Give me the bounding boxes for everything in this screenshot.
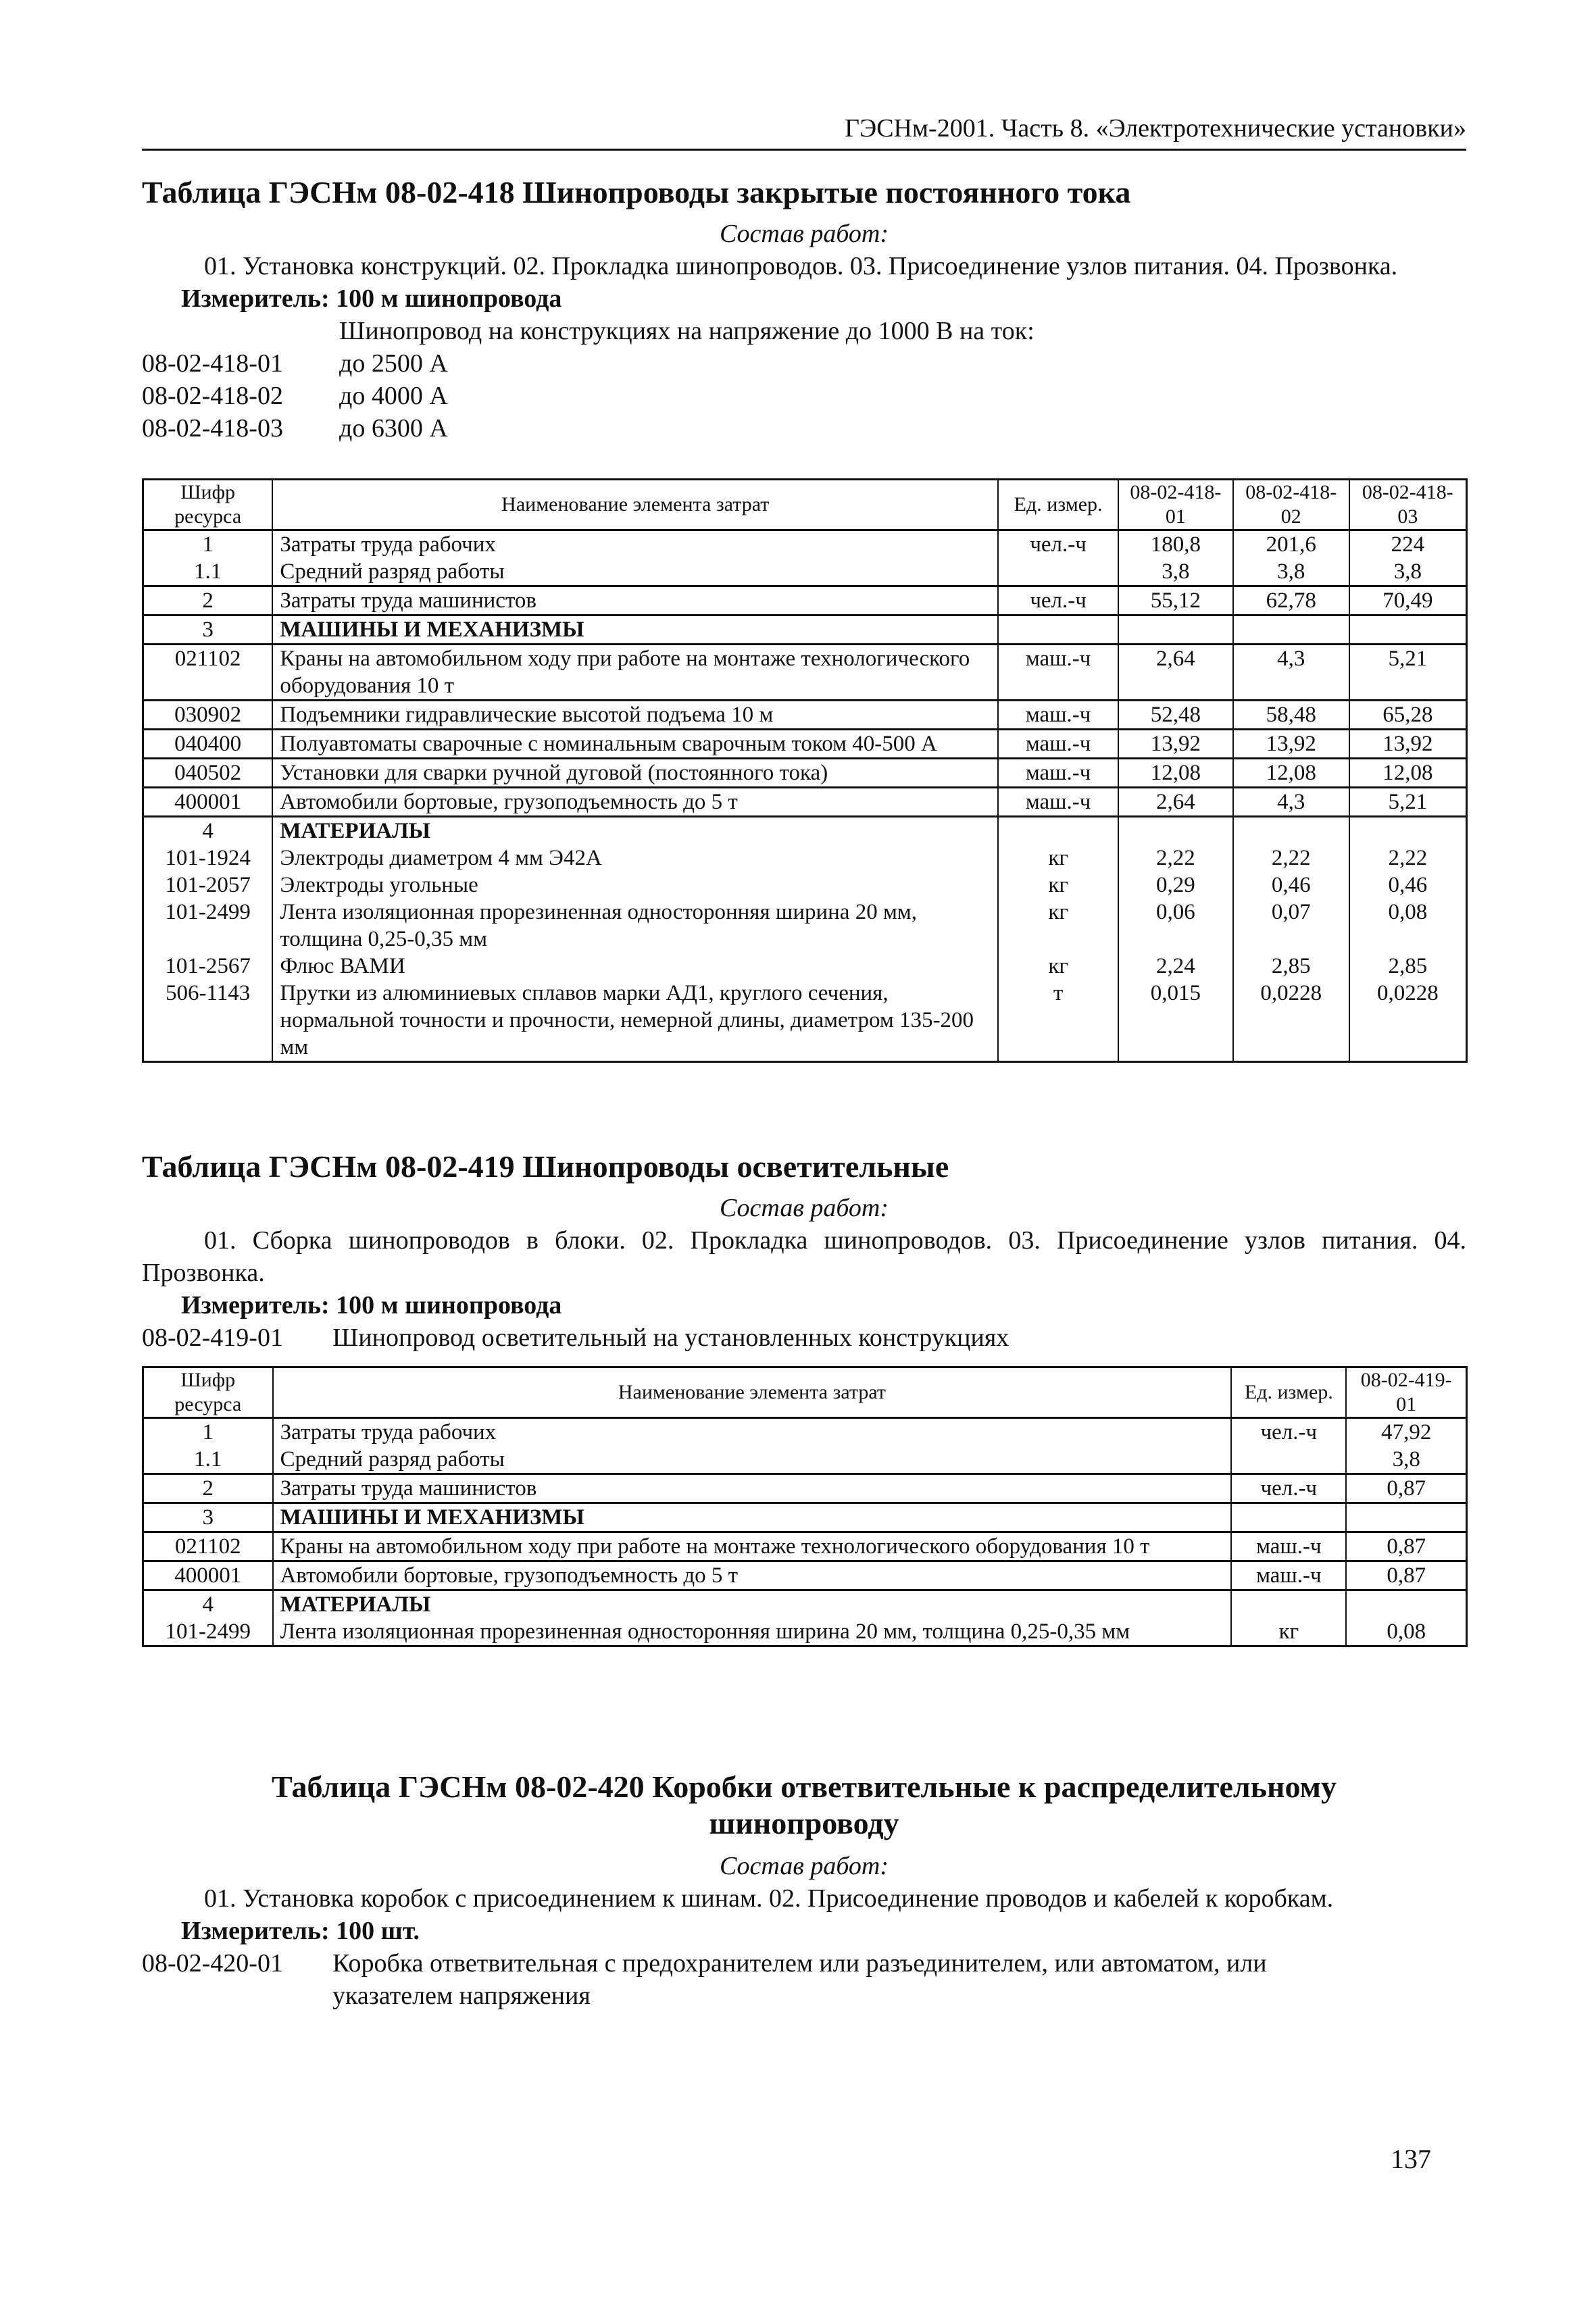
unit-cell: маш.-ч — [998, 788, 1118, 817]
value-cell-3 — [1349, 817, 1467, 845]
table-row — [143, 1503, 1467, 1532]
resource-name: Средний разряд работы — [272, 558, 998, 586]
resource-name: Автомобили бортовые, грузоподъемность до 5 т — [272, 788, 998, 817]
norm-text: Шинопровод осветительный на установленных конструкциях — [332, 1324, 1009, 1352]
unit-cell: чел.-ч — [998, 530, 1118, 559]
resource-code: 101-2499 — [143, 1618, 273, 1646]
table-row — [143, 1618, 1467, 1646]
value-cell-2: 2,85 — [1233, 953, 1349, 980]
table-row — [143, 953, 1467, 980]
table-row — [143, 558, 1467, 586]
resource-code: 3 — [143, 1503, 273, 1532]
sostav-label: Состав работ: — [719, 220, 889, 248]
works-text: 01. Сборка шинопроводов в блоки. 02. Прокладка шинопроводов. 03. Присоединение узлов питания. 04. Прозвонка. — [142, 1226, 1466, 1287]
value-cell-1 — [1346, 1503, 1466, 1532]
norm-item — [142, 412, 1466, 445]
header-code: Шифр ресурса — [143, 480, 273, 530]
value-cell-2: 0,46 — [1233, 872, 1349, 899]
resource-name: Флюс ВАМИ — [272, 953, 998, 980]
value-cell-1: 0,87 — [1346, 1474, 1466, 1503]
table-row — [143, 788, 1467, 817]
resource-code: 101-1924 — [143, 845, 273, 872]
norm-code: 08-02-418-01 — [142, 349, 283, 378]
resource-code: 400001 — [143, 788, 273, 817]
table-row — [143, 645, 1467, 701]
header-unit: Ед. измер. — [998, 480, 1118, 530]
resource-name: Затраты труда рабочих — [273, 1418, 1232, 1447]
value-cell-2: 2,22 — [1233, 845, 1349, 872]
unit-cell: кг — [1231, 1618, 1346, 1646]
resource-code: 021102 — [143, 1532, 273, 1561]
value-cell-3: 13,92 — [1349, 730, 1467, 759]
value-cell-1: 2,64 — [1118, 645, 1233, 701]
value-cell-1: 47,92 — [1346, 1418, 1466, 1447]
resource-code: 2 — [143, 1474, 273, 1503]
resource-name: МАТЕРИАЛЫ — [273, 1590, 1232, 1619]
unit-cell — [998, 615, 1118, 645]
unit-cell: маш.-ч — [998, 759, 1118, 788]
value-cell-1: 0,015 — [1118, 980, 1233, 1062]
unit-cell — [1231, 1503, 1346, 1532]
resource-code: 040400 — [143, 730, 273, 759]
resource-name: Прутки из алюминиевых сплавов марки АД1, круглого сечения, нормальной точности и прочности, немерной длины, диаметром 135-200 мм — [272, 980, 998, 1062]
value-cell-3: 0,08 — [1349, 899, 1467, 953]
unit-cell: маш.-ч — [998, 701, 1118, 730]
resource-name: Затраты труда машинистов — [273, 1474, 1232, 1503]
measure-label: Измеритель: 100 шт. — [181, 1917, 420, 1945]
table-row — [143, 872, 1467, 899]
section-420 — [142, 1769, 1466, 2012]
value-cell-3: 0,0228 — [1349, 980, 1467, 1062]
value-cell-2: 62,78 — [1233, 586, 1349, 615]
header-code: Шифр ресурса — [143, 1367, 273, 1418]
value-cell-3: 70,49 — [1349, 586, 1467, 615]
unit-cell: кг — [998, 953, 1118, 980]
value-cell-1: 12,08 — [1118, 759, 1233, 788]
norm-item — [142, 380, 1466, 412]
resource-name: Автомобили бортовые, грузоподъемность до 5 т — [273, 1561, 1232, 1590]
resource-name: Установки для сварки ручной дуговой (постоянного тока) — [272, 759, 998, 788]
section-419 — [142, 1149, 1466, 1354]
table-row — [143, 1561, 1467, 1590]
resource-code: 4 — [143, 1590, 273, 1619]
resource-name: Лента изоляционная прорезиненная односторонняя ширина 20 мм, толщина 0,25-0,35 мм — [273, 1618, 1232, 1646]
unit-cell — [998, 558, 1118, 586]
resource-code: 400001 — [143, 1561, 273, 1590]
value-cell-1: 52,48 — [1118, 701, 1233, 730]
table-row — [143, 1418, 1467, 1447]
resource-code: 101-2057 — [143, 872, 273, 899]
resource-code: 1 — [143, 530, 273, 559]
table-row — [143, 586, 1467, 615]
table-row — [143, 1532, 1467, 1561]
resource-name: Лента изоляционная прорезиненная односторонняя ширина 20 мм, толщина 0,25-0,35 мм — [272, 899, 998, 953]
resource-name: Подъемники гидравлические высотой подъема 10 м — [272, 701, 998, 730]
value-cell-1: 3,8 — [1346, 1446, 1466, 1474]
unit-cell: т — [998, 980, 1118, 1062]
resource-name: Электроды диаметром 4 мм Э42А — [272, 845, 998, 872]
norm-text: до 6300 А — [339, 414, 448, 443]
unit-cell: маш.-ч — [1231, 1561, 1346, 1590]
table-row — [143, 899, 1467, 953]
table-title: Таблица ГЭСНм 08-02-420 Коробки ответвительные к распределительному шинопроводу — [272, 1769, 1337, 1840]
value-cell-3: 224 — [1349, 530, 1467, 559]
unit-cell: маш.-ч — [998, 730, 1118, 759]
table-row — [143, 1590, 1467, 1619]
value-cell-1 — [1118, 817, 1233, 845]
header-norm-1: 08-02-419-01 — [1346, 1367, 1466, 1418]
unit-cell: кг — [998, 872, 1118, 899]
value-cell-2 — [1233, 615, 1349, 645]
value-cell-2: 4,3 — [1233, 788, 1349, 817]
resource-code: 101-2567 — [143, 953, 273, 980]
value-cell-1: 0,87 — [1346, 1532, 1466, 1561]
value-cell-2: 13,92 — [1233, 730, 1349, 759]
norm-text: до 2500 А — [339, 349, 448, 378]
norm-text: Коробка ответвительная с предохранителем или разъединителем, или автоматом, или указателем напряжения — [332, 1949, 1267, 2010]
resource-name: Затраты труда рабочих — [272, 530, 998, 559]
resource-code: 3 — [143, 615, 273, 645]
norm-code: 08-02-418-03 — [142, 414, 283, 443]
description-intro: Шинопровод на конструкциях на напряжение до 1000 В на ток: — [339, 317, 1034, 345]
value-cell-1: 0,87 — [1346, 1561, 1466, 1590]
table-row — [143, 817, 1467, 845]
value-cell-1: 2,64 — [1118, 788, 1233, 817]
resource-table-419 — [142, 1366, 1468, 1647]
header-unit: Ед. измер. — [1231, 1367, 1346, 1418]
table-title: Таблица ГЭСНм 08-02-418 Шинопроводы закрытые постоянного тока — [142, 175, 1131, 209]
resource-code: 1.1 — [143, 1446, 273, 1474]
value-cell-2: 201,6 — [1233, 530, 1349, 559]
norm-code: 08-02-420-01 — [142, 1949, 283, 1978]
value-cell-1: 13,92 — [1118, 730, 1233, 759]
unit-cell — [1231, 1446, 1346, 1474]
value-cell-2: 12,08 — [1233, 759, 1349, 788]
sostav-label: Состав работ: — [719, 1852, 889, 1880]
resource-name: Средний разряд работы — [273, 1446, 1232, 1474]
running-header: ГЭСНм-2001. Часть 8. «Электротехнические установки» — [142, 114, 1466, 151]
value-cell-3: 3,8 — [1349, 558, 1467, 586]
norm-code: 08-02-418-02 — [142, 382, 283, 410]
header-name: Наименование элемента затрат — [273, 1367, 1232, 1418]
unit-cell: чел.-ч — [1231, 1418, 1346, 1447]
table-row — [143, 845, 1467, 872]
value-cell-3: 5,21 — [1349, 645, 1467, 701]
table-body — [143, 1418, 1467, 1646]
table-row — [143, 530, 1467, 559]
norm-item — [142, 1322, 1466, 1354]
norm-item — [142, 347, 1466, 380]
value-cell-2: 0,07 — [1233, 899, 1349, 953]
value-cell-2: 58,48 — [1233, 701, 1349, 730]
value-cell-1: 0,29 — [1118, 872, 1233, 899]
table-title: Таблица ГЭСНм 08-02-419 Шинопроводы осветительные — [142, 1149, 949, 1184]
table-row — [143, 730, 1467, 759]
header-norm-1: 08-02-418-01 — [1118, 480, 1233, 530]
resource-code: 1.1 — [143, 558, 273, 586]
resource-code: 030902 — [143, 701, 273, 730]
resource-code: 2 — [143, 586, 273, 615]
resource-code: 506-1143 — [143, 980, 273, 1062]
header-norm-2: 08-02-418-02 — [1233, 480, 1349, 530]
table-row — [143, 701, 1467, 730]
table-row — [143, 1446, 1467, 1474]
resource-code: 4 — [143, 817, 273, 845]
measure-label: Измеритель: 100 м шинопровода — [181, 284, 562, 313]
value-cell-1: 55,12 — [1118, 586, 1233, 615]
value-cell-1: 0,06 — [1118, 899, 1233, 953]
value-cell-1: 2,22 — [1118, 845, 1233, 872]
unit-cell: чел.-ч — [998, 586, 1118, 615]
value-cell-3: 0,46 — [1349, 872, 1467, 899]
value-cell-2: 0,0228 — [1233, 980, 1349, 1062]
value-cell-3: 12,08 — [1349, 759, 1467, 788]
value-cell-3: 5,21 — [1349, 788, 1467, 817]
value-cell-3: 2,85 — [1349, 953, 1467, 980]
works-text: 01. Установка конструкций. 02. Прокладка шинопроводов. 03. Присоединение узлов питания. 04. Прозвонка. — [204, 252, 1398, 280]
table-body — [143, 530, 1467, 1062]
unit-cell: чел.-ч — [1231, 1474, 1346, 1503]
resource-code: 1 — [143, 1418, 273, 1447]
norm-code: 08-02-419-01 — [142, 1324, 283, 1352]
works-text: 01. Установка коробок с присоединением к шинам. 02. Присоединение проводов и кабелей к коробкам. — [204, 1884, 1334, 1913]
table-header-row — [143, 480, 1467, 530]
value-cell-1: 3,8 — [1118, 558, 1233, 586]
unit-cell: кг — [998, 845, 1118, 872]
resource-name: Электроды угольные — [272, 872, 998, 899]
value-cell-1 — [1118, 615, 1233, 645]
value-cell-3: 2,22 — [1349, 845, 1467, 872]
table-row — [143, 759, 1467, 788]
page-number: 137 — [1391, 2144, 1431, 2174]
resource-code: 040502 — [143, 759, 273, 788]
unit-cell — [1231, 1590, 1346, 1619]
header-norm-3: 08-02-418-03 — [1349, 480, 1467, 530]
unit-cell: маш.-ч — [1231, 1532, 1346, 1561]
sostav-label: Состав работ: — [719, 1194, 889, 1222]
value-cell-1: 0,08 — [1346, 1618, 1466, 1646]
table-row — [143, 980, 1467, 1062]
resource-name: Полуавтоматы сварочные с номинальным сварочным током 40-500 А — [272, 730, 998, 759]
header-name: Наименование элемента затрат — [272, 480, 998, 530]
table-header-row — [143, 1367, 1467, 1418]
value-cell-1: 180,8 — [1118, 530, 1233, 559]
value-cell-2: 4,3 — [1233, 645, 1349, 701]
value-cell-1 — [1346, 1590, 1466, 1619]
value-cell-3: 65,28 — [1349, 701, 1467, 730]
resource-name: МАТЕРИАЛЫ — [272, 817, 998, 845]
table-row — [143, 1474, 1467, 1503]
table-row — [143, 615, 1467, 645]
resource-code: 021102 — [143, 645, 273, 701]
resource-table-418 — [142, 478, 1468, 1063]
resource-name: Затраты труда машинистов — [272, 586, 998, 615]
resource-name: МАШИНЫ И МЕХАНИЗМЫ — [272, 615, 998, 645]
value-cell-3 — [1349, 615, 1467, 645]
resource-name: Краны на автомобильном ходу при работе на монтаже технологического оборудования 10 т — [273, 1532, 1232, 1561]
unit-cell — [998, 817, 1118, 845]
value-cell-1: 2,24 — [1118, 953, 1233, 980]
value-cell-2 — [1233, 817, 1349, 845]
resource-name: МАШИНЫ И МЕХАНИЗМЫ — [273, 1503, 1232, 1532]
measure-label: Измеритель: 100 м шинопровода — [181, 1291, 562, 1319]
resource-code: 101-2499 — [143, 899, 273, 953]
section-418 — [142, 174, 1466, 445]
norm-item — [142, 1947, 1466, 2012]
unit-cell: кг — [998, 899, 1118, 953]
resource-name: Краны на автомобильном ходу при работе на монтаже технологического оборудования 10 т — [272, 645, 998, 701]
norm-text: до 4000 А — [339, 382, 448, 410]
value-cell-2: 3,8 — [1233, 558, 1349, 586]
unit-cell: маш.-ч — [998, 645, 1118, 701]
